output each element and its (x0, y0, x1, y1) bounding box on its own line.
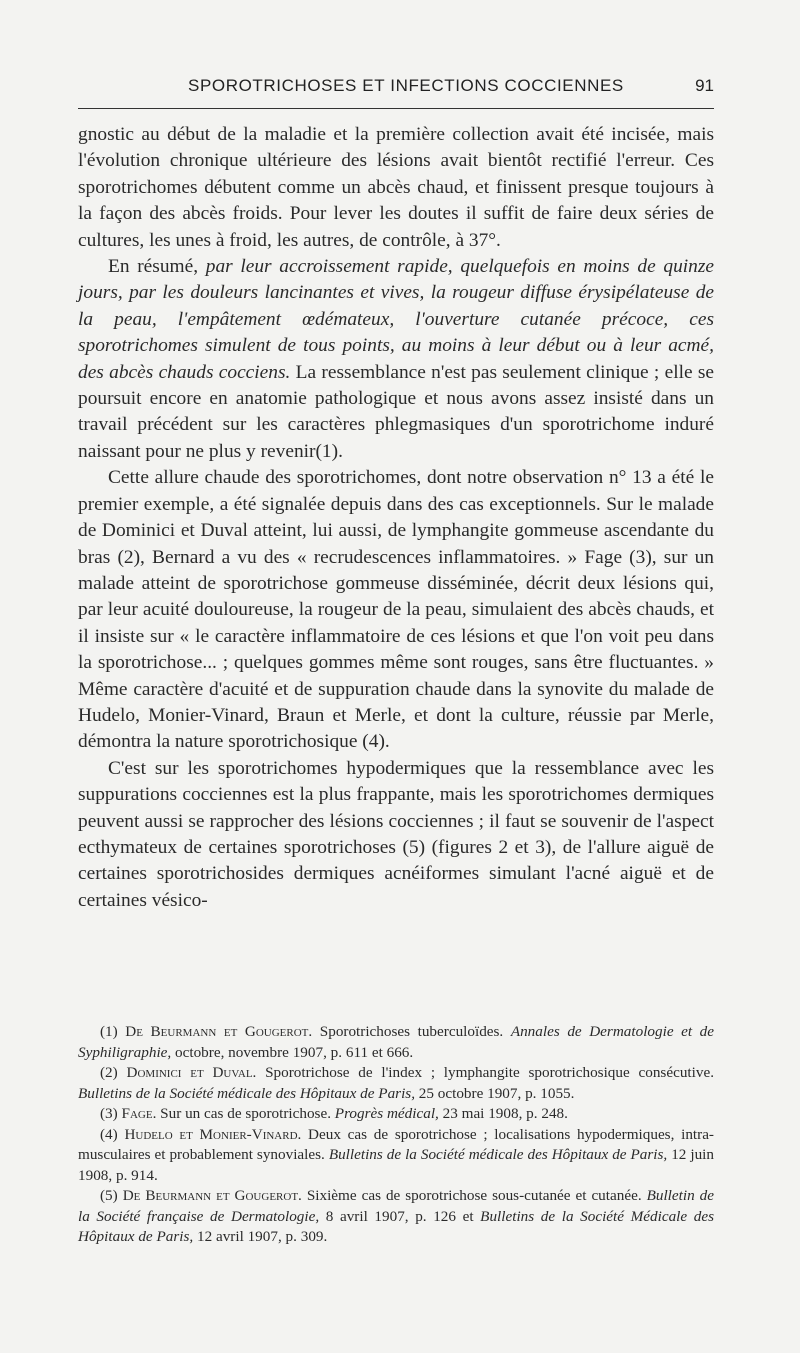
footnote-source: Bulletin de la Société française de Dermatologie, (78, 1187, 714, 1225)
footnote-details: 12 juin 1908, p. 914. (78, 1146, 714, 1184)
paragraph-2-italic: par leur accroissement rapide, quelquefois en moins de quinze jours, par les douleurs lancinantes et vives, la rougeur diffuse érysipélateuse de la peau, l'empâtement œdémateux, l'ouverture cutanée précoce, ces sporotrichomes simulent de tous points, au moins à leur début ou à leur acmé, des abcès chauds cocciens. (78, 256, 715, 383)
footnote-details: 8 avril 1907, p. 126 et (319, 1207, 481, 1225)
paragraph-4: C'est sur les sporotrichomes hypodermiques que la ressemblance avec les suppurations cocciennes est la plus frappante, mais les sporotrichomes dermiques peuvent aussi se rapprocher des lésions cocciennes ; il faut se souvenir de l'aspect ecthymateux de certaines sporotrichoses (5) (figures 2 et 3), de l'allure aiguë de certaines sporotrichosides dermiques acnéiformes simulant l'acné aiguë et de certaines vésico- (78, 757, 714, 911)
footnote-source: Annales de Dermatologie et de Syphiligraphie, (78, 1023, 715, 1061)
footnote-details: 25 octobre 1907, p. 1055. (415, 1084, 575, 1102)
footnote-details: 23 mai 1908, p. 248. (438, 1105, 568, 1122)
footnote-source-2: Bulletins de la Société Médicale des Hôpitaux de Paris, (78, 1207, 714, 1245)
paragraph-3: Cette allure chaude des sporotrichomes, dont notre observation n° 13 a été le premier exemple, a été signalée depuis dans des cas exceptionnels. Sur le malade de Dominici et Duval atteint, lui aussi, de lymphangite gommeuse ascendante du bras (2), Bernard a vu des « recrudescences inflammatoires. » Fage (3), sur un malade atteint de sporotrichose gommeuse disséminée, décrit deux lésions qui, par leur acuité douloureuse, la rougeur de la peau, simulaient des abcès chauds, et il insiste sur « le caractère inflammatoire de ces lésions et que l'on voit peu dans la sporotrichose... ; quelques gommes même sont rouges, sans être fluctuantes. » Même caractère d'acuité et de suppuration chaude dans la synovite du malade de Hudelo, Monier-Vinard, Braun et Merle, et dont la culture, réussie par Merle, démontra la nature sporotrichosique (4). (78, 467, 714, 753)
page-header (78, 72, 714, 109)
footnote-4 (78, 1125, 714, 1187)
footnote-title: Sporotrichoses tuberculoïdes. (312, 1023, 511, 1040)
footnote-details-2: 12 avril 1907, p. 309. (193, 1228, 328, 1245)
footnote-number: (4) (100, 1125, 118, 1143)
footnote-1 (78, 1022, 714, 1063)
footnote-3 (78, 1104, 714, 1125)
footnotes (78, 1022, 714, 1248)
footnote-authors: De Beurmann et Gougerot. (122, 1187, 302, 1204)
paragraph-2-start: En résumé, (108, 256, 206, 278)
paragraph-2-end: La ressemblance n'est pas seulement clinique ; elle se poursuit encore en anatomie pathologique et nous avons assez insisté dans un travail précédent sur les caractères phlegmasiques d'un sporotrichome induré naissant pour ne plus y revenir(1). (78, 361, 715, 462)
footnote-2 (78, 1063, 714, 1104)
footnote-title: Sur un cas de sporotrichose. (156, 1105, 335, 1122)
footnote-details: octobre, novembre 1907, p. 611 et 666. (171, 1043, 414, 1061)
footnote-source: Bulletins de la Société médicale des Hôpitaux de Paris, (328, 1146, 668, 1163)
footnote-authors: Dominici et Duval. (126, 1064, 257, 1081)
footnote-number: (1) (100, 1023, 118, 1040)
footnote-title: Sixième cas de sporotrichose sous-cutanée et cutanée. (301, 1187, 647, 1204)
footnote-5 (78, 1186, 714, 1248)
footnote-authors: Fage. (121, 1105, 157, 1122)
footnote-number: (3) (100, 1105, 118, 1122)
footnote-number: (5) (100, 1187, 118, 1204)
footnote-source: Progrès médical, (334, 1105, 439, 1122)
main-text (78, 122, 714, 914)
paragraph-2 (78, 254, 714, 465)
footnote-number: (2) (100, 1064, 118, 1081)
footnote-authors: De Beurmann et Gougerot. (125, 1023, 313, 1040)
footnote-title: Deux cas de sporotrichose ; localisations hypodermiques, intra-musculaires et probablement synoviales. (78, 1125, 714, 1163)
running-title: SPOROTRICHOSES ET INFECTIONS COCCIENNES (188, 76, 624, 95)
page-number: 91 (695, 76, 714, 95)
paragraph-1: gnostic au début de la maladie et la première collection avait été incisée, mais l'évolution chronique ultérieure des lésions avait bientôt rectifié l'erreur. Ces sporotrichomes débutent comme un abcès chaud, et finissent presque toujours à la façon des abcès froids. Pour lever les doutes il suffit de faire deux séries de cultures, les unes à froid, les autres, de contrôle, à 37°. (78, 124, 714, 251)
footnote-authors: Hudelo et Monier-Vinard. (124, 1125, 302, 1143)
footnote-title: Sporotrichose de l'index ; lymphangite sporotrichosique consécutive. (256, 1064, 714, 1081)
footnote-source: Bulletins de la Société médicale des Hôpitaux de Paris, (78, 1084, 415, 1102)
